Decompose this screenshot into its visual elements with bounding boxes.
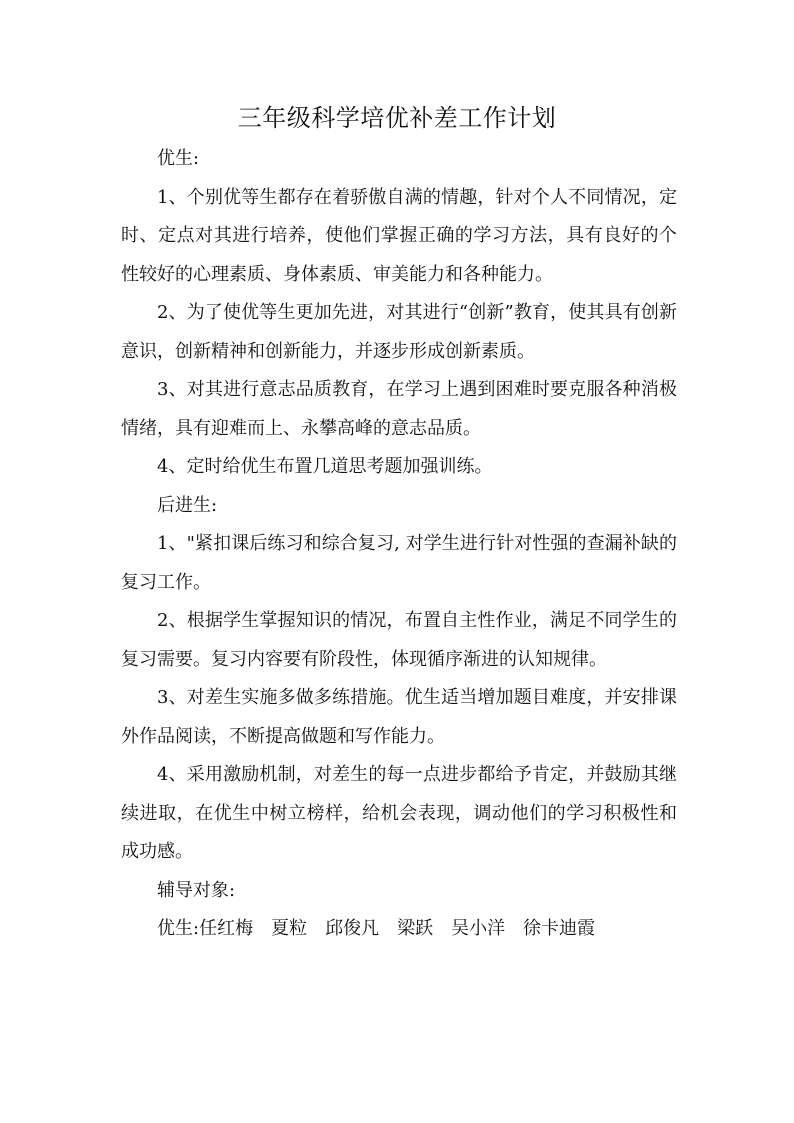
section-heading-struggling-students: 后进生:	[157, 494, 218, 516]
paragraph: 1、个别优等生都存在着骄傲自满的情趣，针对个人不同情况，定时、定点对其进行培养，使他们掌握正确的学习方法，具有良好的个性较好的心理素质、身体素质、审美能力和各种能力。	[121, 186, 677, 285]
paragraph: 4、采用激励机制，对差生的每一点进步都给予肯定，并鼓励其继续进取，在优生中树立榜样，给机会表现，调动他们的学习积极性和成功感。	[121, 764, 677, 862]
paragraph: 4、定时给优生布置几道思考题加强训练。	[157, 456, 493, 477]
section-heading-top-students: 优生:	[157, 148, 200, 169]
paragraph: 3、对差生实施多做多练措施。优生适当增加题目难度，并安排课外作品阅读，不断提高做题和写作能力。	[121, 687, 677, 747]
paragraph: 1、"紧扣课后练习和综合复习, 对学生进行针对性强的查漏补缺的复习工作。	[121, 533, 677, 593]
paragraph: 3、对其进行意志品质教育，在学习上遇到困难时要克服各种消极情绪，具有迎难而上、永攀高峰的意志品质。	[121, 379, 677, 439]
student-list: 优生:任红梅 夏粒 邱俊凡 梁跃 吴小洋 徐卡迪霞	[157, 918, 596, 939]
paragraph: 2、根据学生掌握知识的情况，布置自主性作业，满足不同学生的复习需要。复习内容要有阶段性，体现循序渐进的认知规律。	[121, 610, 677, 670]
document-body	[121, 140, 677, 949]
section-heading-tutoring-targets: 辅导对象:	[157, 879, 236, 901]
document-title: 三年级科学培优补差工作计划	[237, 104, 557, 132]
paragraph: 2、为了使优等生更加先进，对其进行“创新”教育，使其具有创新意识，创新精神和创新能力，并逐步形成创新素质。	[121, 302, 677, 362]
